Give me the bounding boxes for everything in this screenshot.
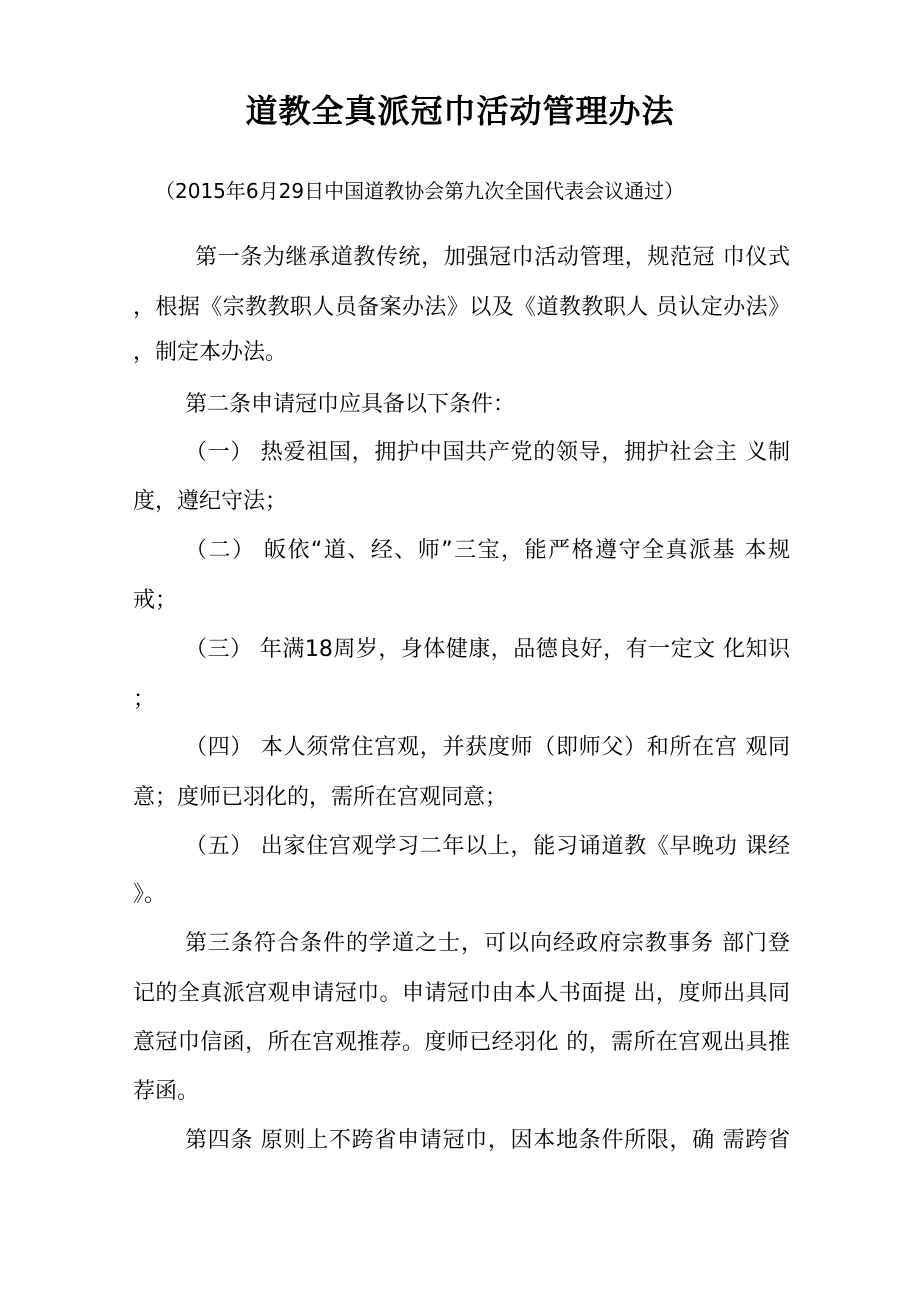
body-text-line: 第三条符合条件的学道之士，可以向经政府宗教事务 部门登 bbox=[185, 931, 790, 956]
body-text-line: 度，遵纪守法； bbox=[133, 489, 288, 514]
document-title: 道教全真派冠巾活动管理办法 bbox=[245, 92, 675, 130]
body-text-line: 记的全真派宫观申请冠巾。申请冠巾由本人书面提 出，度师出具同 bbox=[133, 981, 790, 1006]
body-text-line: （五） 出家住宫观学习二年以上，能习诵道教《早晚功 课经 bbox=[185, 834, 790, 859]
body-text-line: 意；度师已羽化的，需所在宫观同意； bbox=[133, 785, 508, 810]
body-text-line: 第二条申请冠巾应具备以下条件： bbox=[185, 392, 516, 417]
document-subtitle: （2015年6月29日中国道教协会第九次全国代表会议通过） bbox=[155, 179, 685, 203]
body-text-line: 戒； bbox=[133, 588, 178, 613]
body-text-line: ，制定本办法。 bbox=[133, 340, 288, 365]
body-text-line: （二） 皈依“道、经、师”三宝，能严格遵守全真派基 本规 bbox=[185, 538, 790, 563]
body-text-line: （三） 年满18周岁，身体健康，品德良好，有一定文 化知识 bbox=[185, 637, 790, 662]
body-text-line: 意冠巾信函，所在宫观推荐。度师已经羽化 的，需所在宫观出具推 bbox=[133, 1030, 790, 1055]
body-text-line: 第一条为继承道教传统，加强冠巾活动管理，规范冠 巾仪式 bbox=[195, 245, 790, 270]
body-text-line: 》。 bbox=[133, 882, 167, 907]
body-text-line: ，根据《宗教教职人员备案办法》以及《道教教职人 员认定办法》 bbox=[133, 295, 790, 320]
body-text-line: 荐函。 bbox=[133, 1079, 200, 1104]
body-text-line: 第四条 原则上不跨省申请冠巾，因本地条件所限，确 需跨省 bbox=[185, 1128, 790, 1153]
body-text-line: ； bbox=[133, 687, 156, 712]
body-text-line: （一） 热爱祖国，拥护中国共产党的领导，拥护社会主 义制 bbox=[185, 440, 790, 465]
body-text-line: （四） 本人须常住宫观，并获度师（即师父）和所在宫 观同 bbox=[185, 735, 790, 760]
